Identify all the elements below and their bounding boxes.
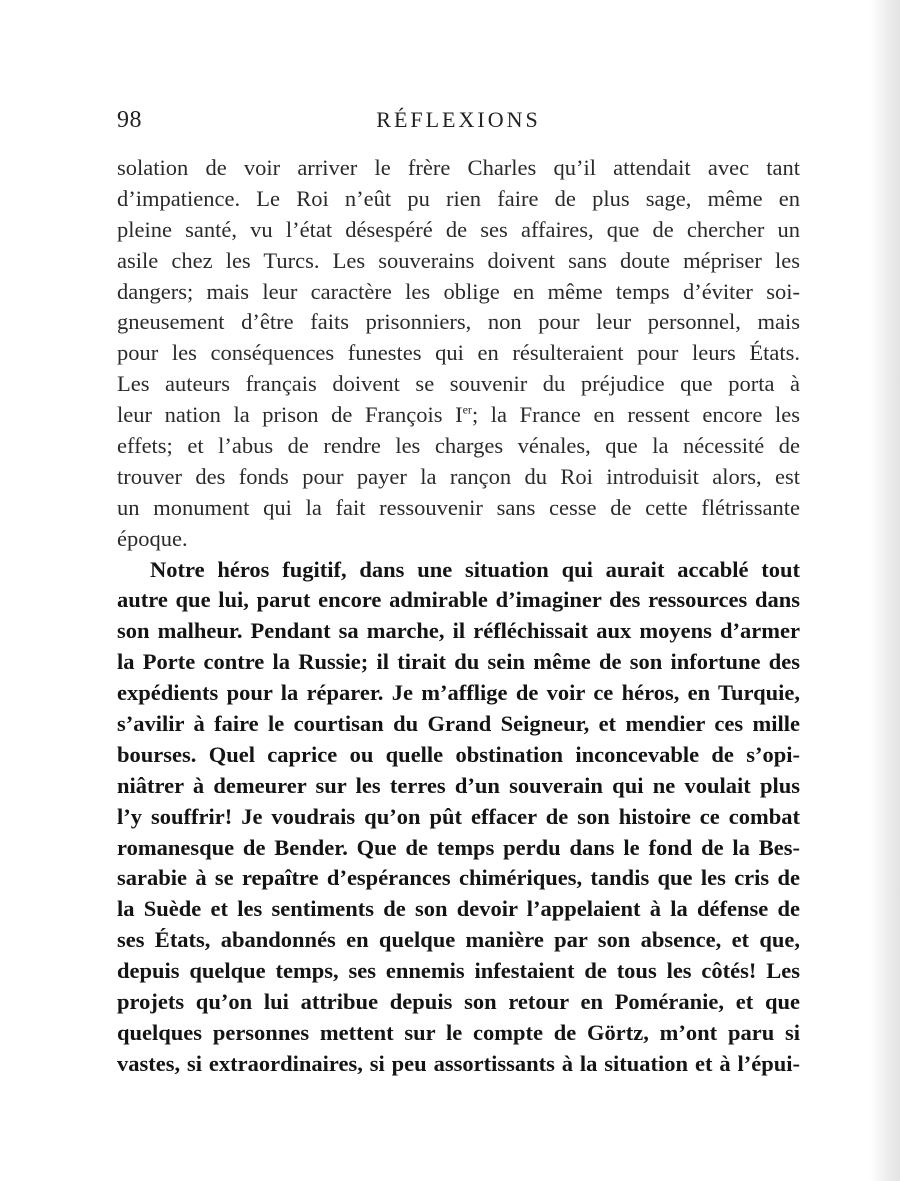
text-line: pour les conséquences funestes qui en résulteraient pour leurs États. [117, 340, 800, 366]
text-line: asile chez les Turcs. Les souverains doivent sans doute mépriser les [117, 247, 800, 273]
text-line: autre que lui, parut encore admirable d’imaginer des ressources dans [117, 587, 800, 613]
text-line: solation de voir arriver le frère Charles qu’il attendait avec tant [117, 155, 800, 180]
text-line: la Porte contre la Russie; il tirait du sein même de son infortune des [117, 649, 800, 675]
text-line: gneusement d’être faits prisonniers, non pour leur personnel, mais [117, 309, 800, 335]
text-line: un monument qui la fait ressouvenir sans cesse de cette flétrissante [117, 494, 800, 520]
text-line: l’y souffrir! Je voudrais qu’on pût effacer de son histoire ce combat [117, 803, 800, 829]
text-line: romanesque de Bender. Que de temps perdu dans le fond de la Bes- [117, 834, 800, 860]
body-text [117, 153, 800, 1080]
text-line: sarabie à se repaître d’espérances chimériques, tandis que les cris de [117, 865, 800, 891]
page-header [117, 107, 800, 141]
page-edge-shadow [870, 0, 900, 1181]
text-line: Notre héros fugitif, dans une situation qui aurait accablé tout [150, 556, 800, 582]
running-head: RÉFLEXIONS [376, 107, 541, 132]
text-line: depuis quelque temps, ses ennemis infestaient de tous les côtés! Les [117, 958, 800, 984]
text-line: son malheur. Pendant sa marche, il réfléchissait aux moyens d’armer [117, 618, 800, 644]
text-line: pleine santé, vu l’état désespéré de ses affaires, que de chercher un [117, 216, 800, 242]
text-line: bourses. Quel caprice ou quelle obstination inconcevable de s’opi- [117, 741, 800, 767]
text-line: ses États, abandonnés en quelque manière par son absence, et que, [117, 927, 800, 953]
text-line: effets; et l’abus de rendre les charges vénales, que la nécessité de [117, 433, 800, 459]
paragraph-1 [117, 153, 800, 555]
text-fragment: leur nation la prison de François I [117, 402, 463, 428]
text-line: époque. [117, 525, 188, 551]
page-number: 98 [117, 107, 142, 133]
text-line: d’impatience. Le Roi n’eût pu rien faire de plus sage, même en [117, 185, 800, 211]
text-line: dangers; mais leur caractère les oblige en même temps d’éviter soi- [117, 278, 800, 304]
text-line: s’avilir à faire le courtisan du Grand Seigneur, et mendier ces mille [117, 711, 800, 737]
text-line: niâtrer à demeurer sur les terres d’un souverain qui ne voulait plus [117, 772, 800, 798]
text-line: trouver des fonds pour payer la rançon du Roi introduisit alors, est [117, 463, 800, 489]
text-line: Les auteurs français doivent se souvenir du préjudice que porta à [117, 371, 800, 397]
paragraph-2 [117, 555, 800, 1080]
text-line: quelques personnes mettent sur le compte de Görtz, m’ont paru si [117, 1019, 800, 1045]
text-line-with-superscript [117, 400, 800, 431]
text-line: expédients pour la réparer. Je m’afflige de voir ce héros, en Turquie, [117, 680, 800, 706]
text-line: vastes, si extraordinaires, si peu assortissants à la situation et à l’épui- [117, 1050, 800, 1076]
text-line: projets qu’on lui attribue depuis son retour en Poméranie, et que [117, 989, 800, 1015]
text-fragment: ; la France en ressent encore les [471, 402, 800, 428]
ordinal-superscript: er [462, 402, 472, 417]
text-line: la Suède et les sentiments de son devoir l’appelaient à la défense de [117, 896, 800, 922]
